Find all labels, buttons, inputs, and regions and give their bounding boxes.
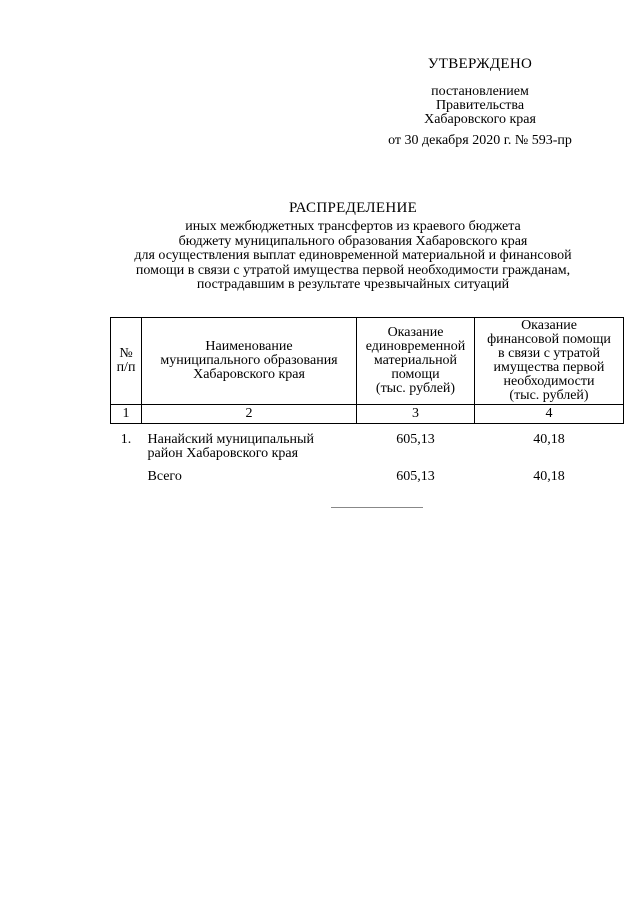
header-financial-aid: Оказание финансовой помощи в связи с утратой имущества первой необходимости (тыс. рублей) xyxy=(475,318,624,405)
document-title: РАСПРЕДЕЛЕНИЕ xyxy=(288,200,418,216)
subtitle-line: бюджету муниципального образования Хабаровского края xyxy=(178,233,528,249)
header-municipality: Наименование муниципального образования Хабаровского края xyxy=(142,318,357,405)
approval-date: от 30 декабря 2020 г. № 593-пр xyxy=(388,133,572,148)
column-number: 2 xyxy=(142,405,357,424)
row-financial-value: 40,18 xyxy=(533,432,565,447)
approval-line-1: постановлением xyxy=(431,84,529,99)
column-number: 3 xyxy=(357,405,475,424)
column-number-row xyxy=(111,405,624,424)
row-municipality: Нанайский муниципальный район Хабаровского края xyxy=(147,432,314,461)
total-row xyxy=(111,461,624,484)
total-label: Всего xyxy=(147,469,182,484)
subtitle-line: помощи в связи с утратой имущества первой необходимости гражданам, xyxy=(135,262,571,278)
subtitle-line: для осуществления выплат единовременной материальной и финансовой xyxy=(134,248,572,264)
subtitle-line: пострадавшим в результате чрезвычайных ситуаций xyxy=(196,277,510,293)
document-subtitle xyxy=(80,220,626,293)
column-number: 1 xyxy=(111,405,142,424)
subtitle-line: иных межбюджетных трансфертов из краевого бюджета xyxy=(185,219,521,234)
total-material-value: 605,13 xyxy=(396,469,435,484)
header-number: № п/п xyxy=(111,318,142,405)
row-index: 1. xyxy=(120,432,132,447)
header-material-aid: Оказание единовременной материальной помощи (тыс. рублей) xyxy=(357,318,475,405)
table-row xyxy=(111,424,624,462)
total-financial-value: 40,18 xyxy=(533,469,565,484)
approval-stamp xyxy=(360,56,600,148)
approval-line-2: Правительства xyxy=(435,98,525,113)
distribution-table xyxy=(110,317,624,484)
closing-divider xyxy=(331,507,423,508)
row-material-value: 605,13 xyxy=(396,432,435,447)
table-header-row xyxy=(111,318,624,405)
approval-line-3: Хабаровского края xyxy=(424,112,536,127)
column-number: 4 xyxy=(475,405,624,424)
approval-title: УТВЕРЖДЕНО xyxy=(427,56,533,72)
